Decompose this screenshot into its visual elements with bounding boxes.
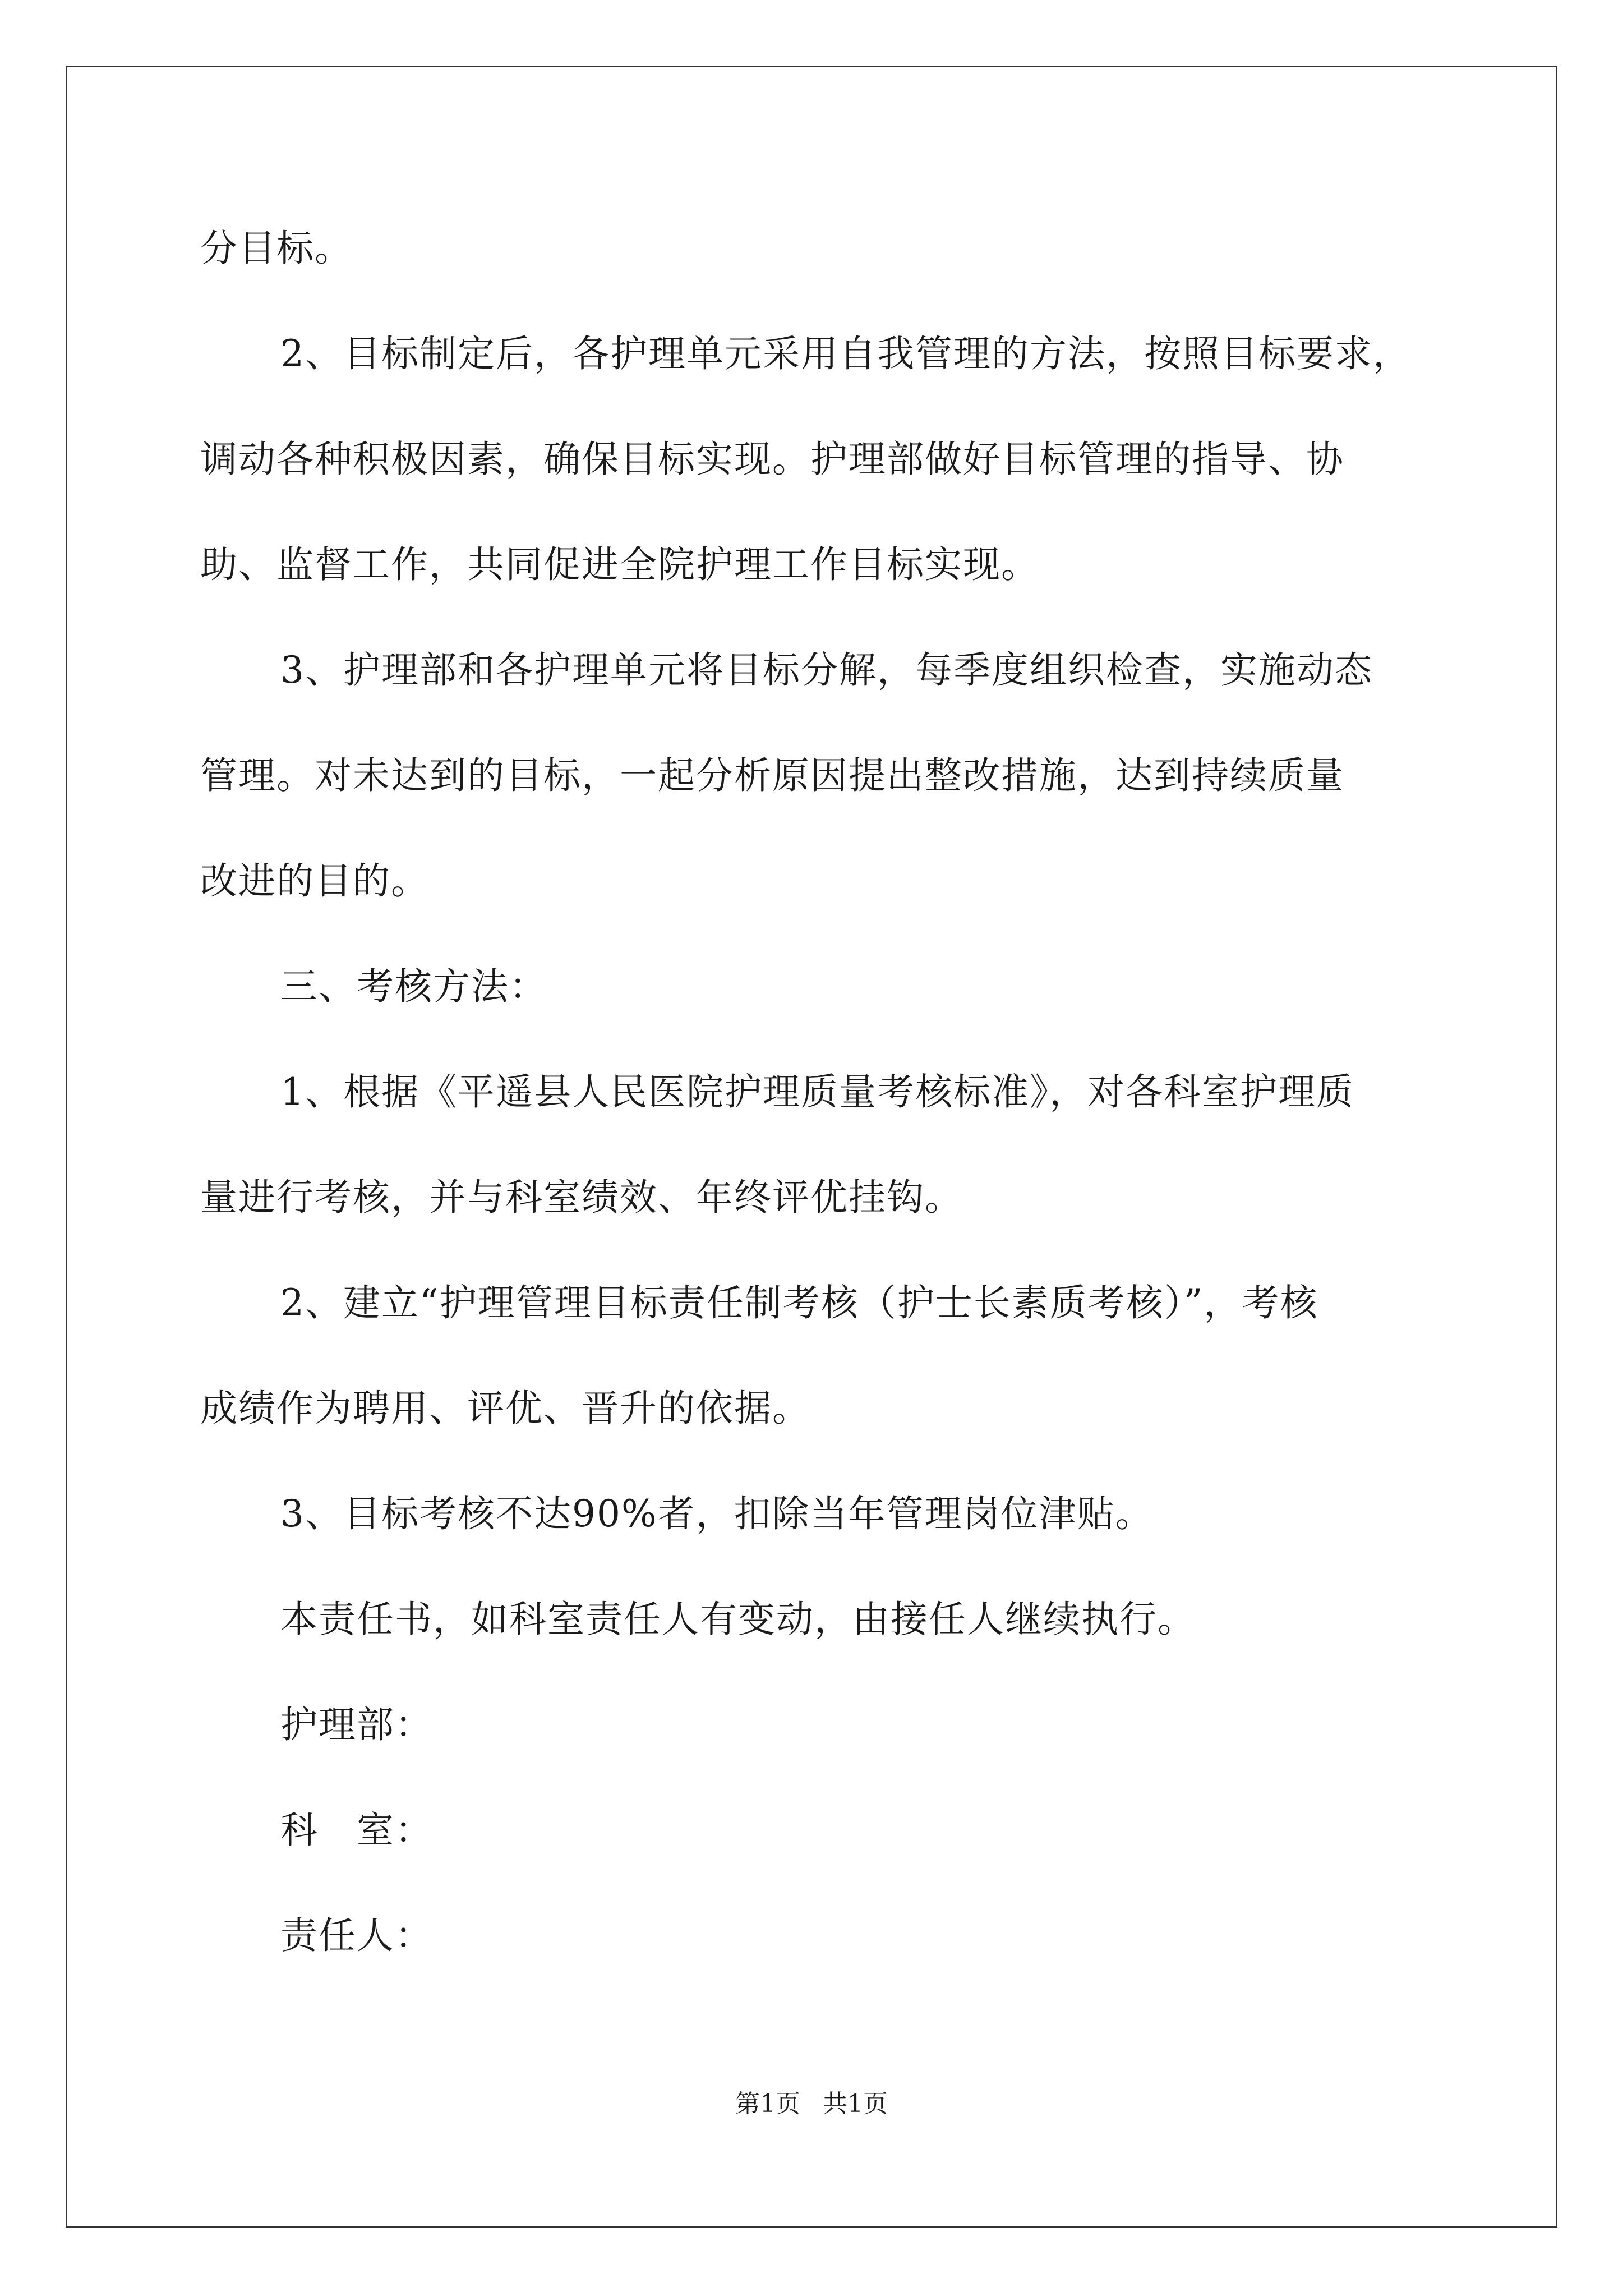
signature-field-responsible-person: 责任人： — [280, 1914, 433, 1957]
page-footer — [0, 2092, 1623, 2116]
signature-field-department: 科 室： — [280, 1809, 433, 1852]
text-line: 量进行考核，并与科室绩效、年终评优挂钩。 — [200, 1176, 963, 1219]
text-line: 成绩作为聘用、评优、晋升的依据。 — [200, 1387, 810, 1430]
section-heading: 三、考核方法： — [280, 965, 547, 1008]
text-line: 3、目标考核不达90%者，扣除当年管理岗位津贴。 — [280, 1492, 1154, 1535]
text-line: 调动各种积极因素，确保目标实现。护理部做好目标管理的指导、协 — [200, 438, 1344, 481]
page-number-total: 共1页 — [823, 2090, 888, 2118]
text-line: 本责任书，如科室责任人有变动，由接任人继续执行。 — [280, 1598, 1196, 1641]
text-line: 2、建立“护理管理目标责任制考核（护士长素质考核）”，考核 — [280, 1281, 1318, 1324]
text-line: 管理。对未达到的目标，一起分析原因提出整改措施，达到持续质量 — [200, 754, 1344, 797]
page-number-current: 第1页 — [735, 2090, 800, 2118]
text-line: 2、目标制定后，各护理单元采用自我管理的方法，按照目标要求， — [280, 332, 1411, 375]
page-border — [66, 66, 1557, 2228]
signature-field-nursing-dept: 护理部： — [280, 1703, 433, 1746]
text-line: 改进的目的。 — [200, 859, 429, 903]
text-line: 助、监督工作，共同促进全院护理工作目标实现。 — [200, 543, 1039, 586]
text-line: 1、根据《平遥县人民医院护理质量考核标准》，对各科室护理质 — [280, 1070, 1354, 1114]
text-line: 3、护理部和各护理单元将目标分解，每季度组织检查，实施动态 — [280, 648, 1373, 692]
text-line: 分目标。 — [200, 227, 353, 270]
